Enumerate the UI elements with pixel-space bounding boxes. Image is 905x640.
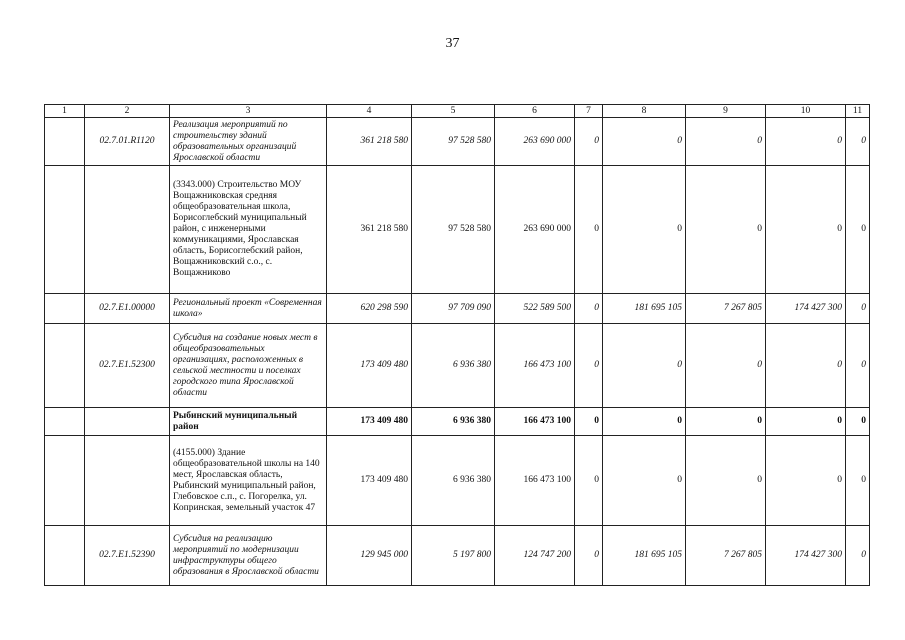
table-cell-index	[45, 526, 85, 586]
table-cell-value: 97 528 580	[412, 166, 495, 294]
table-cell-description: (3343.000) Строительство МОУ Вощажниковская средняя общеобразовательная школа, Борисоглебский муниципальный район, с инженерными коммуникациями, Ярославская область, Борисоглебский район, Вощажниковский с.о., с. Вощажниково	[170, 166, 327, 294]
table-cell-description: Реализация мероприятий по строительству зданий образовательных организаций Ярославской области	[170, 118, 327, 166]
table-cell-value: 0	[575, 166, 603, 294]
table-cell-value: 7 267 805	[686, 526, 766, 586]
table-cell-value: 97 528 580	[412, 118, 495, 166]
table-cell-value: 166 473 100	[495, 324, 575, 408]
table-cell-index	[45, 324, 85, 408]
table-cell-value: 0	[766, 118, 846, 166]
table-row	[45, 408, 870, 436]
table-row	[45, 324, 870, 408]
table-cell-value: 173 409 480	[327, 436, 412, 526]
column-header: 6	[495, 105, 575, 118]
table-cell-value: 129 945 000	[327, 526, 412, 586]
table-cell-index	[45, 166, 85, 294]
table-cell-code	[85, 436, 170, 526]
table-cell-index	[45, 408, 85, 436]
table-cell-value: 6 936 380	[412, 436, 495, 526]
table-cell-description: (4155.000) Здание общеобразовательной школы на 140 мест, Ярославская область, Рыбинский муниципальный район, Глебовское с.п., с. Погорелка, ул. Копринская, земельный участок 47	[170, 436, 327, 526]
table-cell-code	[85, 166, 170, 294]
table-cell-value: 0	[603, 324, 686, 408]
table-cell-value: 173 409 480	[327, 408, 412, 436]
table-cell-index	[45, 436, 85, 526]
table-cell-code: 02.7.Е1.52300	[85, 324, 170, 408]
table-cell-value: 0	[846, 324, 870, 408]
table-cell-value: 0	[686, 118, 766, 166]
table-cell-value: 0	[846, 166, 870, 294]
table-cell-value: 361 218 580	[327, 118, 412, 166]
table-cell-value: 0	[686, 408, 766, 436]
column-header: 1	[45, 105, 85, 118]
page-number: 37	[445, 36, 460, 51]
table-cell-value: 124 747 200	[495, 526, 575, 586]
table-cell-value: 0	[575, 408, 603, 436]
table-cell-value: 0	[766, 436, 846, 526]
table-cell-value: 0	[686, 324, 766, 408]
table-cell-value: 0	[603, 436, 686, 526]
table-cell-value: 0	[846, 118, 870, 166]
table-cell-value: 174 427 300	[766, 294, 846, 324]
column-header: 2	[85, 105, 170, 118]
table-cell-value: 0	[686, 166, 766, 294]
column-header: 5	[412, 105, 495, 118]
table-cell-value: 263 690 000	[495, 166, 575, 294]
table-cell-value: 0	[575, 294, 603, 324]
column-header: 4	[327, 105, 412, 118]
table-cell-value: 0	[603, 118, 686, 166]
table-cell-value: 166 473 100	[495, 408, 575, 436]
table-cell-value: 7 267 805	[686, 294, 766, 324]
table-row	[45, 118, 870, 166]
table-cell-index	[45, 118, 85, 166]
table-cell-value: 0	[766, 408, 846, 436]
table-cell-code: 02.7.Е1.00000	[85, 294, 170, 324]
table-row	[45, 166, 870, 294]
table-cell-value: 173 409 480	[327, 324, 412, 408]
table-cell-index	[45, 294, 85, 324]
table-cell-value: 97 709 090	[412, 294, 495, 324]
table-cell-value: 181 695 105	[603, 294, 686, 324]
table-cell-value: 0	[846, 408, 870, 436]
column-header: 11	[846, 105, 870, 118]
table-cell-value: 166 473 100	[495, 436, 575, 526]
table-cell-value: 174 427 300	[766, 526, 846, 586]
table-cell-value: 0	[766, 324, 846, 408]
table-cell-value: 0	[575, 118, 603, 166]
table-cell-value: 0	[575, 526, 603, 586]
column-header: 10	[766, 105, 846, 118]
table-cell-value: 263 690 000	[495, 118, 575, 166]
table-cell-value: 181 695 105	[603, 526, 686, 586]
table-cell-value: 0	[686, 436, 766, 526]
table-cell-code: 02.7.01.R1120	[85, 118, 170, 166]
table-row	[45, 436, 870, 526]
table-cell-value: 6 936 380	[412, 324, 495, 408]
table-cell-code: 02.7.Е1.52390	[85, 526, 170, 586]
table-cell-value: 6 936 380	[412, 408, 495, 436]
table-cell-value: 0	[846, 436, 870, 526]
table-cell-value: 0	[603, 166, 686, 294]
table-cell-description: Субсидия на создание новых мест в общеобразовательных организациях, расположенных в сельской местности и поселках городского типа Ярославской области	[170, 324, 327, 408]
table-row	[45, 294, 870, 324]
table-cell-description: Рыбинский муниципальный район	[170, 408, 327, 436]
table-cell-code	[85, 408, 170, 436]
table-cell-value: 0	[846, 526, 870, 586]
table-cell-value: 0	[575, 436, 603, 526]
column-header: 7	[575, 105, 603, 118]
table-cell-value: 620 298 590	[327, 294, 412, 324]
budget-table	[44, 104, 870, 586]
column-header: 8	[603, 105, 686, 118]
table-cell-value: 5 197 800	[412, 526, 495, 586]
table-cell-value: 522 589 500	[495, 294, 575, 324]
table-cell-value: 0	[766, 166, 846, 294]
header-row	[45, 105, 870, 118]
table-cell-value: 0	[846, 294, 870, 324]
table-cell-description: Субсидия на реализацию мероприятий по модернизации инфраструктуры общего образования в Ярославской области	[170, 526, 327, 586]
table-cell-value: 361 218 580	[327, 166, 412, 294]
column-header: 3	[170, 105, 327, 118]
table-row	[45, 526, 870, 586]
table-cell-value: 0	[575, 324, 603, 408]
column-header: 9	[686, 105, 766, 118]
table-cell-value: 0	[603, 408, 686, 436]
table-cell-description: Региональный проект «Современная школа»	[170, 294, 327, 324]
